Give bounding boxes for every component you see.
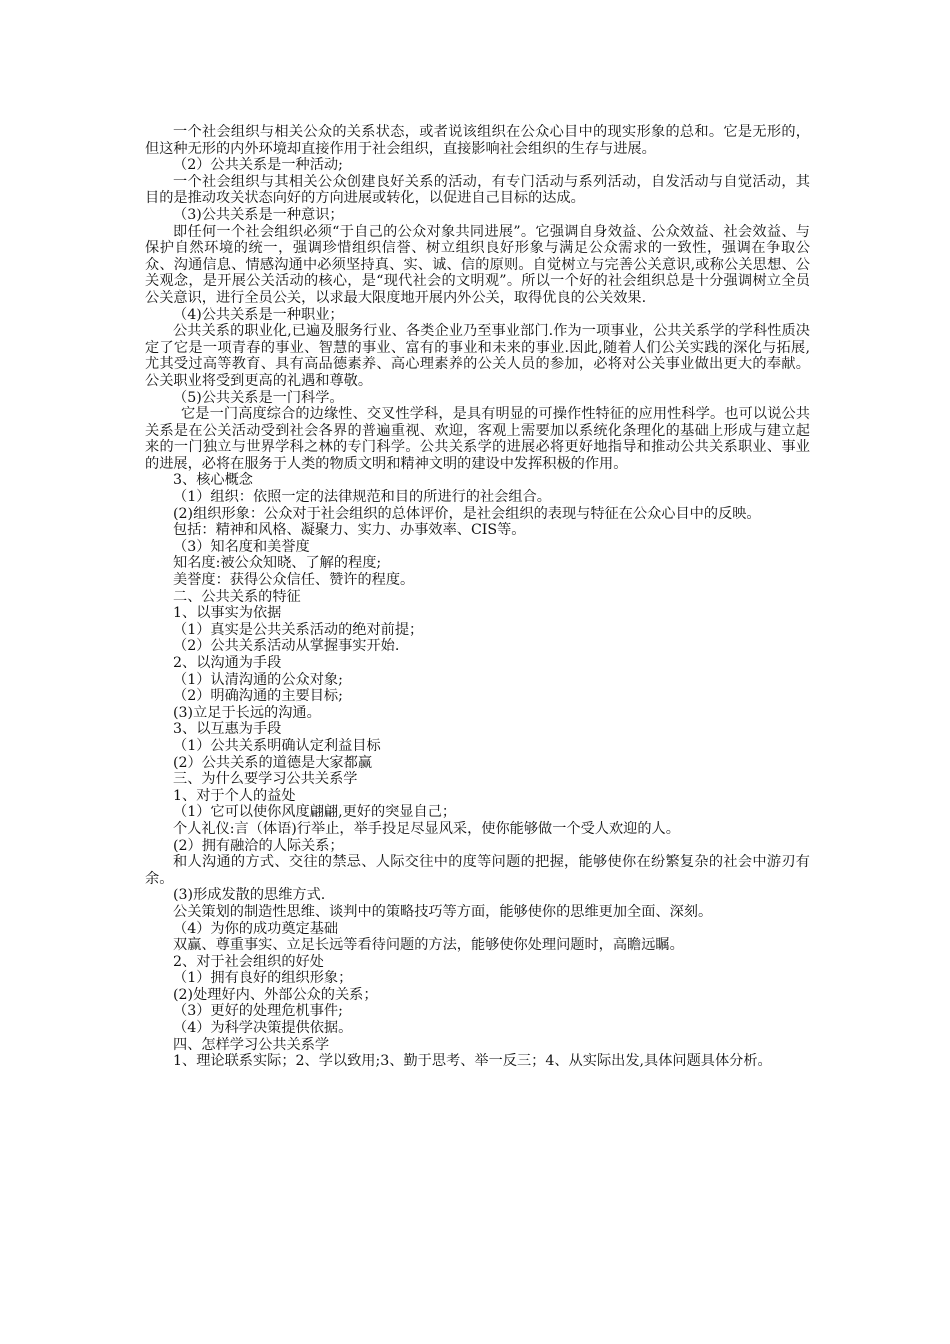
paragraph: 3、以互惠为手段: [173, 721, 282, 738]
paragraph: （2）明确沟通的主要目标;: [173, 688, 343, 705]
paragraph: (2）拥有融洽的人际关系；: [173, 837, 344, 854]
paragraph: 和人沟通的方式、交往的禁忌、人际交往中的度等问题的把握，能够使你在纷繁复杂的社会中游刃有余。: [145, 854, 810, 887]
paragraph: 公关策划的制造性思维、谈判中的策略技巧等方面，能够使你的思维更加全面、深刻。: [173, 903, 713, 920]
paragraph: 3、核心概念: [173, 472, 253, 489]
paragraph: （1）认清沟通的公众对象;: [173, 671, 343, 688]
paragraph: (2)组织形象：公众对于社会组织的总体评价，是社会组织的表现与特征在公众心目中的反映。: [173, 505, 761, 522]
paragraph: 公共关系的职业化,已遍及服务行业、各类企业乃至事业部门.作为一项事业，公共关系学的学科性质决定了它是一项青春的事业、智慧的事业、富有的事业和未来的事业.因此,随着人们公关实践的深化与拓展,尤其受过高等教育、具有高品德素养、高心理素养的公关人员的参加，必将对公关事业做出更大的奉献。公关职业将受到更高的礼遇和尊敬。: [145, 323, 810, 389]
paragraph: 2、以沟通为手段: [173, 655, 282, 671]
paragraph: 四、怎样学习公共关系学: [173, 1036, 330, 1053]
paragraph: 个人礼仪:言（体语)行举止，举手投足尽显风采，使你能够做一个受人欢迎的人。: [173, 820, 680, 837]
paragraph: （2）公共关系活动从掌握事实开始.: [173, 638, 400, 655]
paragraph: (3)立足于长远的沟通。: [173, 704, 321, 721]
paragraph: （1）公共关系明确认定利益目标: [173, 737, 381, 754]
paragraph: （4）为你的成功奠定基础: [173, 920, 339, 937]
paragraph: 知名度:被公众知晓、了解的程度;: [173, 555, 382, 572]
paragraph: (2）公共关系的道德是大家都赢: [173, 754, 373, 771]
paragraph: 包括：精神和风格、凝聚力、实力、办事效率、CIS等。: [173, 522, 526, 539]
paragraph: 一个社会组织与相关公众的关系状态，或者说该组织在公众心目中的现实形象的总和。它是无形的，但这种无形的内外环境却直接作用于社会组织，直接影响社会组织的生存与进展。: [145, 124, 810, 157]
paragraph: （1）真实是公共关系活动的绝对前提；: [173, 621, 424, 638]
paragraph: （3）知名度和美誉度: [173, 538, 310, 555]
document-body: [145, 124, 810, 1070]
paragraph: （1）拥有良好的组织形象；: [173, 970, 353, 987]
paragraph: （5)公共关系是一门科学。: [173, 389, 344, 406]
paragraph: 2、对于社会组织的好处: [173, 953, 324, 970]
paragraph: 双赢、尊重事实、立足长远等看待问题的方法，能够使你处理问题时，高瞻远瞩。: [173, 937, 684, 954]
paragraph: 二、公共关系的特征: [173, 588, 301, 605]
paragraph: （4）为科学决策提供依据。: [173, 1020, 353, 1037]
paragraph: （1）它可以使你风度翩翩,更好的突显自己；: [173, 804, 457, 821]
paragraph: （1）组织：依照一定的法律规范和目的所进行的社会组合。: [173, 489, 551, 506]
paragraph: （2）公共关系是一种活动;: [173, 157, 343, 174]
paragraph: (2)处理好内、外部公众的关系；: [173, 986, 378, 1003]
paragraph: （4)公共关系是一种职业；: [173, 306, 344, 323]
paragraph: 即任何一个社会组织必须“于自己的公众对象共同进展”。它强调自身效益、公众效益、社会效益、与保护自然环境的统一，强调珍惜组织信誉、树立组织良好形象与满足公众需求的一致性，强调在争取公众、沟通信息、情感沟通中必须坚持真、实、诚、信的原则。自觉树立与完善公关意识,或称公关思想、公关观念，是开展公关活动的核心，是“现代社会的文明观”。所以一个好的社会组织总是十分强调树立全员公关意识，进行全员公关，以求最大限度地开展内外公关，取得优良的公关效果.: [145, 223, 810, 306]
paragraph: 它是一门高度综合的边缘性、交叉性学科，是具有明显的可操作性特征的应用性科学。也可以说公共关系是在公关活动受到社会各界的普遍重视、欢迎，客观上需要加以系统化条理化的基础上形成与建立起来的一门独立与世界学科之林的专门科学。公共关系学的进展必将更好地指导和推动公共关系职业、事业的进展，必将在服务于人类的物质文明和精神文明的建设中发挥积极的作用。: [145, 406, 810, 472]
paragraph: (3)形成发散的思维方式.: [173, 887, 326, 904]
paragraph: 1、以事实为依据: [173, 605, 282, 622]
paragraph: 1、理论联系实际；2、学以致用;3、勤于思考、举一反三；4、从实际出发,具体问题具体分析。: [173, 1053, 772, 1070]
paragraph: 美誉度：获得公众信任、赞许的程度。: [173, 572, 415, 589]
paragraph: 三、为什么要学习公共关系学: [173, 771, 358, 788]
paragraph: 一个社会组织与其相关公众创建良好关系的活动，有专门活动与系列活动，自发活动与自觉活动，其目的是推动攻关状态向好的方向进展或转化，以促进自己目标的达成。: [145, 173, 810, 207]
paragraph: （3）更好的处理危机事件;: [173, 1003, 343, 1020]
paragraph: 1、对于个人的益处: [173, 787, 296, 804]
paragraph: （3)公共关系是一种意识；: [173, 206, 344, 223]
